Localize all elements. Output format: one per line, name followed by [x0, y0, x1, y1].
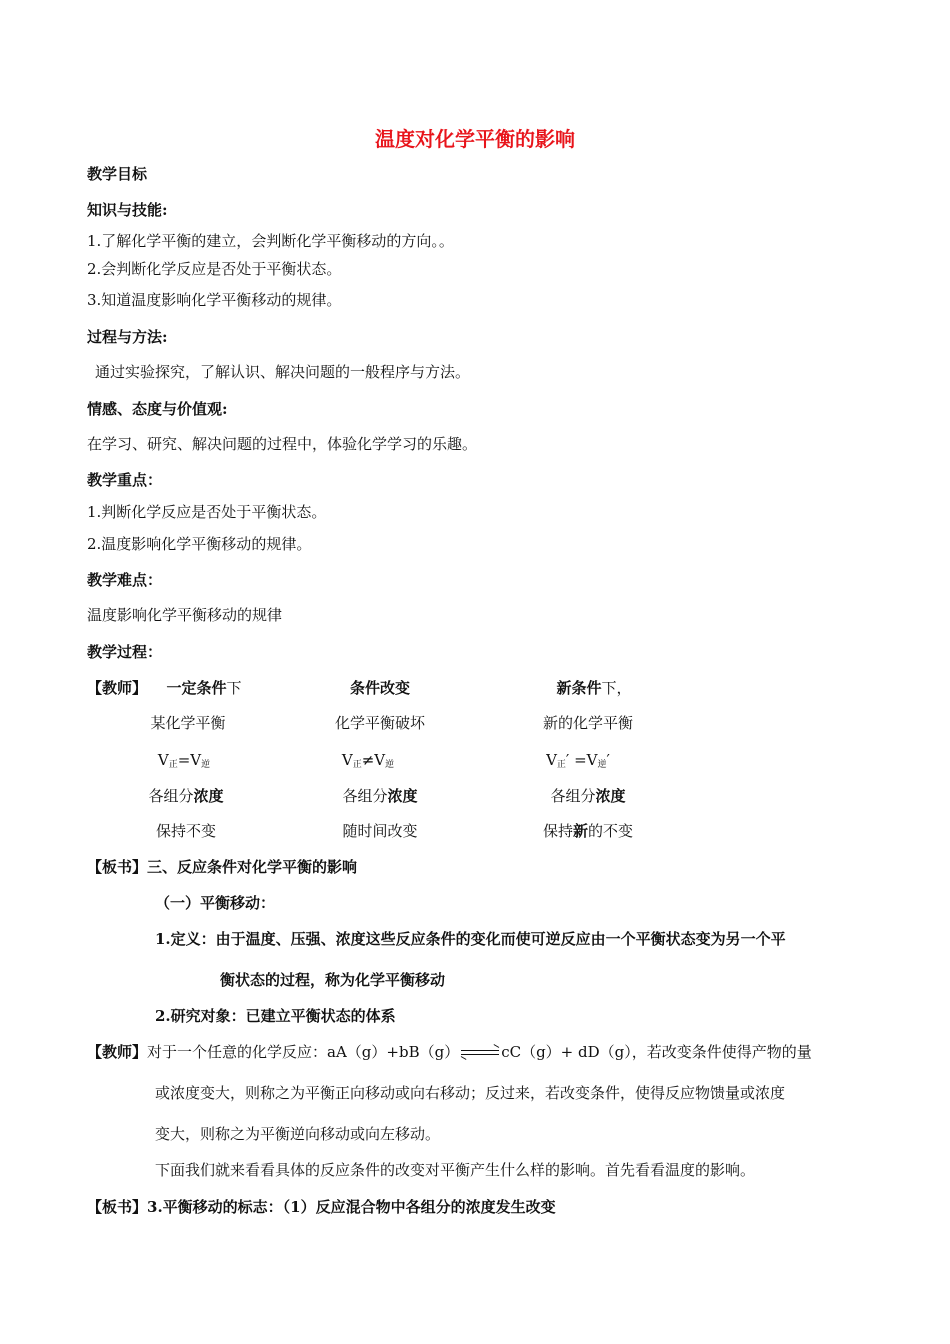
col1-row4: 保持不变	[155, 822, 216, 840]
col3-row1: 新的化学平衡	[542, 714, 633, 732]
col2-header: 条件改变	[349, 679, 410, 697]
process-heading: 过程与方法:	[87, 328, 168, 346]
reversible-arrow-icon	[461, 1048, 499, 1058]
teacher-paragraph-line: 变大，则称之为平衡逆向移动或向左移动。	[155, 1125, 441, 1143]
difficulty-heading: 教学难点：	[87, 571, 163, 589]
board-line: 【板书】三、反应条件对化学平衡的影响	[87, 858, 358, 876]
document-title: 温度对化学平衡的影响	[375, 127, 575, 151]
col2-row4: 随时间改变	[342, 822, 418, 840]
section-subheading: （一）平衡移动：	[155, 894, 276, 912]
goals-heading: 教学目标	[87, 165, 148, 183]
key-heading: 教学重点：	[87, 471, 163, 489]
teacher-paragraph-line: 或浓度变大，则称之为平衡正向移动或向右移动；反过来，若改变条件，使得反应物馈量或浓度	[155, 1084, 786, 1102]
teacher-paragraph-line: 【教师】对于一个任意的化学反应：aA（g）+bB（g） cC（g）+ dD（g），若改变条件使得产物的量	[87, 1043, 812, 1061]
knowledge-item: 1.了解化学平衡的建立，会判断化学平衡移动的方向。。	[87, 232, 454, 250]
col3-velocity: $V_正' =V_逆'$	[546, 751, 610, 770]
col2-velocity: $V_正\ne V_逆$	[341, 751, 395, 770]
emotion-heading: 情感、态度与价值观:	[87, 400, 228, 418]
emotion-text: 在学习、研究、解决问题的过程中，体验化学学习的乐趣。	[87, 435, 478, 453]
knowledge-heading: 知识与技能:	[87, 201, 168, 219]
teacher-paragraph-line: 下面我们就来看看具体的反应条件的改变对平衡产生什么样的影响。首先看看温度的影响。	[155, 1161, 756, 1179]
col1-velocity: $V_正=V_逆$	[157, 751, 211, 770]
key-item: 2.温度影响化学平衡移动的规律。	[87, 535, 312, 553]
board-line: 【板书】3.平衡移动的标志：（1）反应混合物中各组分的浓度发生改变	[87, 1198, 556, 1216]
knowledge-item: 3.知道温度影响化学平衡移动的规律。	[87, 291, 342, 309]
definition-line-cont: 衡状态的过程，称为化学平衡移动	[220, 971, 446, 989]
knowledge-item: 2.会判断化学反应是否处于平衡状态。	[87, 260, 342, 278]
col3-row3: 各组分浓度	[550, 787, 626, 805]
process-text: 通过实验探究，了解认识、解决问题的一般程序与方法。	[95, 363, 471, 381]
difficulty-text: 温度影响化学平衡移动的规律	[87, 606, 283, 624]
col3-row4: 保持新的不变	[542, 822, 634, 840]
definition-line: 1.定义：由于温度、压强、浓度这些反应条件的变化而使可逆反应由一个平衡状态变为另一个平	[155, 930, 786, 948]
col2-row1: 化学平衡破坏	[334, 714, 425, 732]
col1-row3: 各组分浓度	[148, 787, 224, 805]
col1-header: 一定条件下	[166, 679, 242, 697]
research-object: 2.研究对象：已建立平衡状态的体系	[155, 1007, 396, 1025]
teacher-tag: 【教师】	[87, 679, 148, 697]
col2-row3: 各组分浓度	[342, 787, 418, 805]
procedure-heading: 教学过程：	[87, 643, 163, 661]
col1-row1: 某化学平衡	[150, 714, 226, 732]
col3-header: 新条件下，	[556, 679, 632, 697]
key-item: 1.判断化学反应是否处于平衡状态。	[87, 503, 327, 521]
